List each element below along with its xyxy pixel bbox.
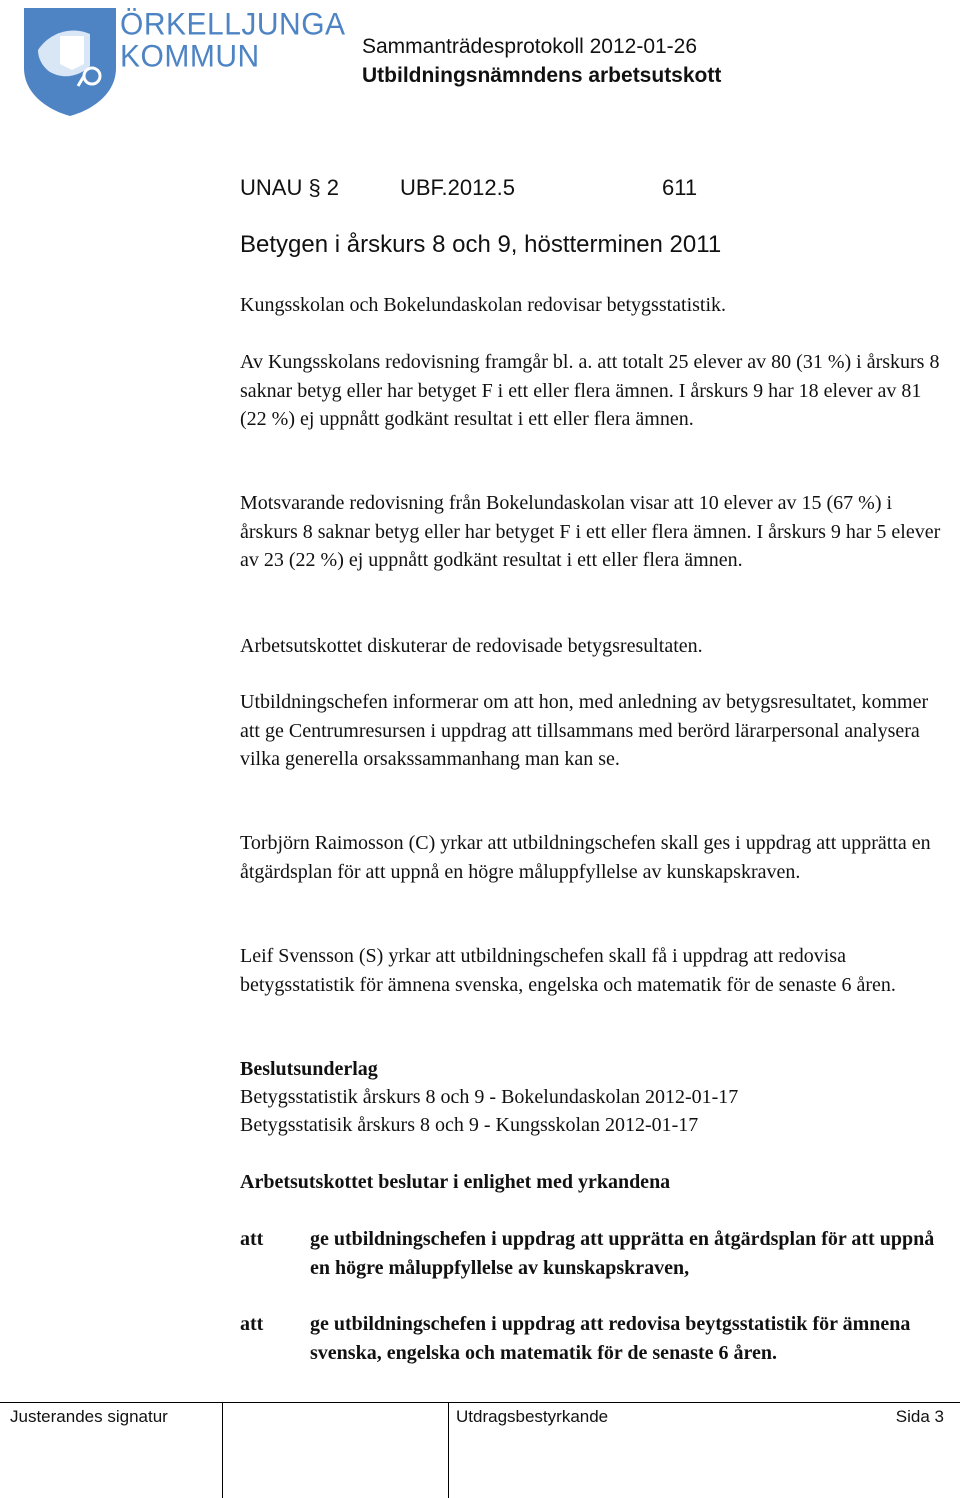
logo-text-line1: ÖRKELLJUNGA [120, 7, 346, 42]
footer-divider [0, 1402, 960, 1403]
page-number: Sida 3 [895, 1407, 944, 1426]
paragraph-motion-raimosson: Torbjörn Raimosson (C) yrkar att utbildningschefen skall ges i uppdrag att upprätta en åtgärdsplan för att uppnå en högre måluppfyllelse av kunskapskraven. [240, 832, 931, 883]
decision-heading: Arbetsutskottet beslutar i enlighet med yrkandena [240, 1171, 671, 1193]
footer-divider [448, 1402, 449, 1498]
paragraph-chief-info: Utbildningschefen informerar om att hon, med anledning av betygsresultatet, kommer att ge Centrumresursen i uppdrag att tillsammans med berörd lärarpersonal analysera vilka generella orsakssammanhang man kan se. [240, 691, 929, 770]
decision-text: ge utbildningschefen i uppdrag att upprätta en åtgärdsplan för att uppnå en högre måluppfyllelse av kunskapskraven, [310, 1228, 935, 1279]
decision-basis-item: Betygsstatistik årskurs 8 och 9 - Bokelundaskolan 2012-01-17 [240, 1086, 739, 1108]
decision-prefix: att [240, 1228, 264, 1250]
archive-code: 611 [662, 175, 698, 200]
signature-footer [0, 1402, 960, 1498]
paragraph-intro: Kungsskolan och Bokelundaskolan redovisar betygsstatistik. [240, 294, 727, 316]
section-number: UNAU § 2 [240, 175, 340, 200]
paragraph-discussion: Arbetsutskottet diskuterar de redovisade betygsresultaten. [240, 635, 703, 657]
decision-prefix: att [240, 1313, 264, 1335]
item-title: Betygen i årskurs 8 och 9, höstterminen 2011 [240, 231, 722, 258]
logo-text-line2: KOMMUN [120, 39, 260, 74]
decision-basis-heading: Beslutsunderlag [240, 1058, 378, 1080]
decision-text: ge utbildningschefen i uppdrag att redovisa beytgsstatistik för ämnena svenska, engelska och matematik för de senaste 6 åren. [310, 1313, 911, 1364]
protocol-title: Sammanträdesprotokoll 2012-01-26 [362, 35, 698, 58]
committee-name: Utbildningsnämndens arbetsutskott [362, 64, 722, 87]
extract-certification-label: Utdragsbestyrkande [456, 1407, 609, 1426]
paragraph-motion-svensson: Leif Svensson (S) yrkar att utbildningschefen skall få i uppdrag att redovisa betygsstatistik för ämnena svenska, engelska och matematik för de senaste 6 åren. [240, 945, 896, 996]
paragraph-kungsskolan: Av Kungsskolans redovisning framgår bl. a. att totalt 25 elever av 80 (31 %) i årskurs 8 saknar betyg eller har betyget F i ett eller flera ämnen. I årskurs 9 har 18 elever av 81 (22 %) ej uppnått godkänt resultat i ett eller flera ämnen. [240, 351, 940, 430]
paragraph-bokelundaskolan: Motsvarande redovisning från Bokelundaskolan visar att 10 elever av 15 (67 %) i årskurs 8 saknar betyg eller har betyget F i ett eller flera ämnen. I årskurs 9 har 5 elever av 23 (22 %) ej uppnått godkänt resultat i ett eller flera ämnen. [240, 492, 941, 571]
signature-label: Justerandes signatur [10, 1407, 168, 1426]
footer-divider [222, 1402, 223, 1498]
decision-basis-item: Betygsstatisik årskurs 8 och 9 - Kungsskolan 2012-01-17 [240, 1114, 699, 1136]
case-reference: UBF.2012.5 [400, 175, 515, 200]
orkelljunga-crest-icon [20, 6, 120, 118]
